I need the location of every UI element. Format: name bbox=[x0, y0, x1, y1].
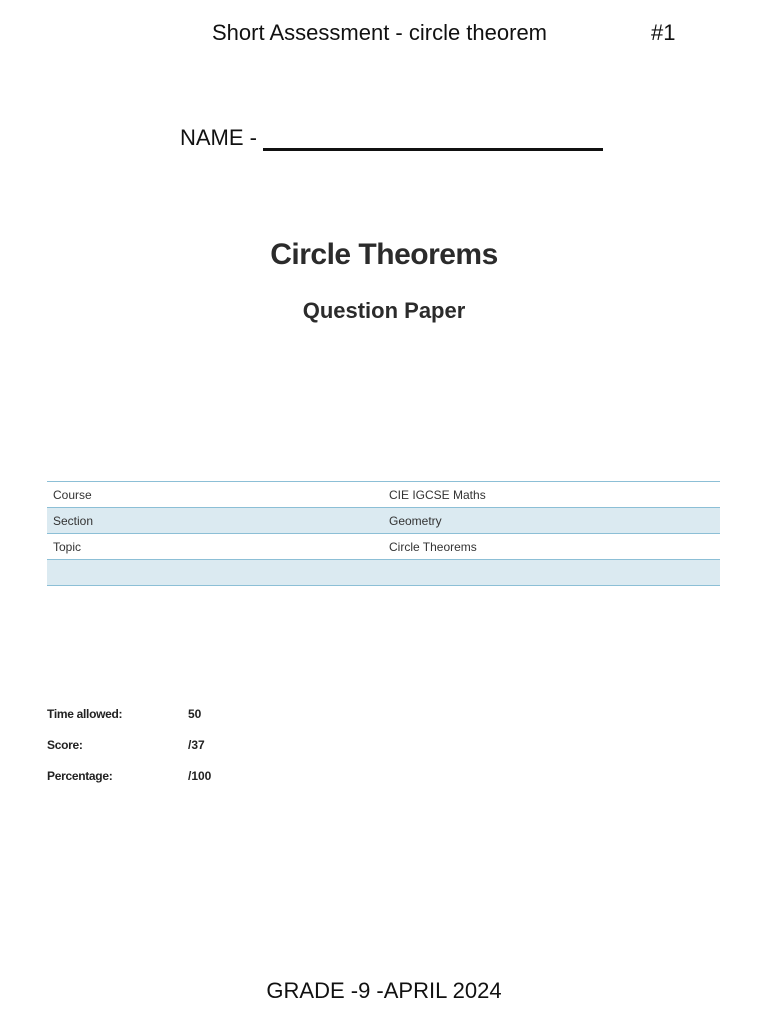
course-info-table bbox=[47, 481, 720, 586]
table-row bbox=[47, 508, 720, 534]
row-label-section: Section bbox=[47, 508, 383, 534]
row-value-empty bbox=[383, 560, 720, 586]
paper-subtitle: Question Paper bbox=[302, 298, 466, 323]
name-label: NAME - bbox=[180, 125, 257, 150]
table-row bbox=[47, 534, 720, 560]
stat-score bbox=[47, 738, 211, 769]
name-blank-line[interactable] bbox=[263, 122, 603, 151]
stat-percentage bbox=[47, 769, 211, 800]
stat-label: Score: bbox=[47, 738, 83, 752]
table-row bbox=[47, 482, 720, 508]
stat-value: /37 bbox=[188, 738, 205, 752]
row-label-topic: Topic bbox=[47, 534, 383, 560]
score-stats bbox=[47, 707, 211, 800]
stat-time-allowed bbox=[47, 707, 211, 738]
footer-grade-date: GRADE -9 -APRIL 2024 bbox=[266, 978, 502, 1003]
stat-label: Time allowed: bbox=[47, 707, 123, 721]
stat-value: 50 bbox=[188, 707, 202, 721]
name-field-row bbox=[180, 122, 603, 151]
table-row bbox=[47, 560, 720, 586]
row-value-course: CIE IGCSE Maths bbox=[383, 482, 720, 508]
row-value-section: Geometry bbox=[383, 508, 720, 534]
paper-title: Circle Theorems bbox=[270, 238, 498, 271]
row-label-course: Course bbox=[47, 482, 383, 508]
row-value-topic: Circle Theorems bbox=[383, 534, 720, 560]
assessment-title: Short Assessment - circle theorem bbox=[212, 20, 548, 45]
assessment-number: #1 bbox=[651, 20, 676, 45]
row-label-empty bbox=[47, 560, 383, 586]
stat-label: Percentage: bbox=[47, 769, 113, 783]
stat-value: /100 bbox=[188, 769, 212, 783]
